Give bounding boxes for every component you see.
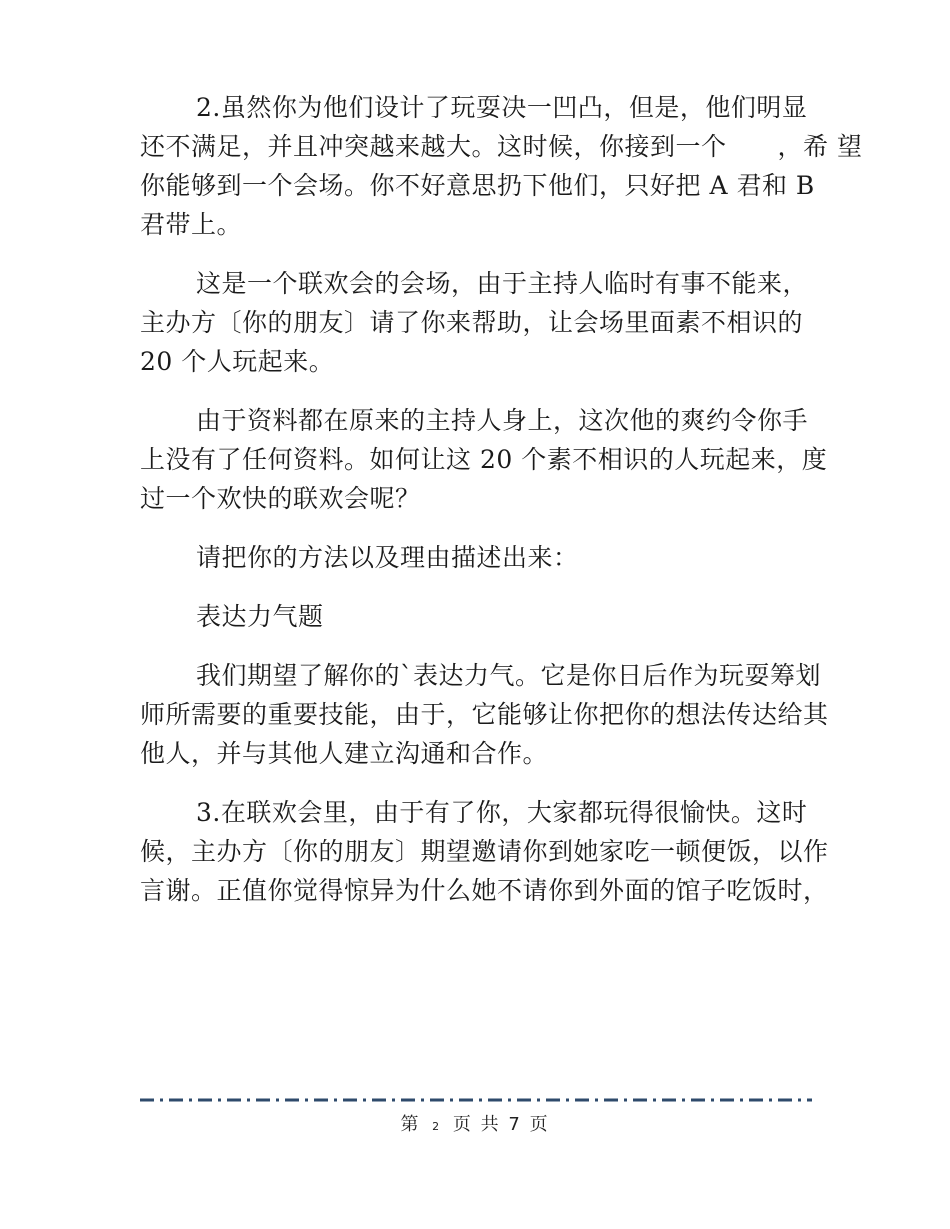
paragraph-line: 上没有了任何资料。如何让这 20 个素不相识的人玩起来，度 (140, 445, 828, 474)
paragraph-line: 你能够到一个会场。你不好意思扔下他们，只好把 A 君和 B (140, 171, 815, 200)
paragraph-p6 (140, 656, 829, 773)
paragraph-line: 还不满足，并且冲突越来越大。这时候，你接到一个 ，希 望 (140, 132, 863, 161)
footer-total-pages: 7 (508, 1114, 522, 1135)
paragraph-line: 过一个欢快的联欢会呢？ (140, 484, 421, 513)
footer-suffix: 页 (529, 1114, 550, 1135)
paragraph-line: 表达力气题 (196, 602, 324, 631)
paragraph-line: 3.在联欢会里，由于有了你，大家都玩得很愉快。这时 (196, 798, 808, 827)
paragraph-line: 这是一个联欢会的会场，由于主持人临时有事不能来， (196, 269, 809, 298)
paragraph-p5 (140, 597, 812, 636)
paragraph-line: 2.虽然你为他们设计了玩耍决一凹凸，但是，他们明显 (196, 93, 808, 122)
paragraph-line: 请把你的方法以及理由描述出来： (196, 543, 579, 572)
document-body (140, 88, 863, 930)
footer-current-page: 2 (432, 1120, 442, 1133)
paragraph-line: 他人，并与其他人建立沟通和合作。 (140, 739, 549, 768)
paragraph-p7 (140, 793, 829, 910)
footer-divider (140, 1098, 812, 1102)
paragraph-line: 君带上。 (140, 210, 243, 239)
paragraph-line: 候，主办方〔你的朋友〕期望邀请你到她家吃一顿便饭，以作 (140, 837, 829, 866)
paragraph-p1 (140, 88, 863, 244)
page-footer (0, 1110, 950, 1136)
paragraph-line: 我们期望了解你的`表达力气。它是你日后作为玩耍筹划 (196, 661, 822, 690)
paragraph-p2 (140, 264, 812, 381)
paragraph-p4 (140, 538, 812, 577)
paragraph-line: 主办方〔你的朋友〕请了你来帮助，让会场里面素不相识的 (140, 308, 804, 337)
paragraph-line: 20 个人玩起来。 (140, 347, 335, 376)
paragraph-line: 师所需要的重要技能，由于，它能够让你把你的想法传达给其 (140, 700, 829, 729)
paragraph-p3 (140, 401, 828, 518)
footer-prefix: 第 (400, 1114, 421, 1135)
paragraph-line: 由于资料都在原来的主持人身上，这次他的爽约令你手 (196, 406, 809, 435)
footer-middle: 页 共 (452, 1114, 501, 1135)
paragraph-line: 言谢。正值你觉得惊异为什么她不请你到外面的馆子吃饭时， (140, 876, 829, 905)
